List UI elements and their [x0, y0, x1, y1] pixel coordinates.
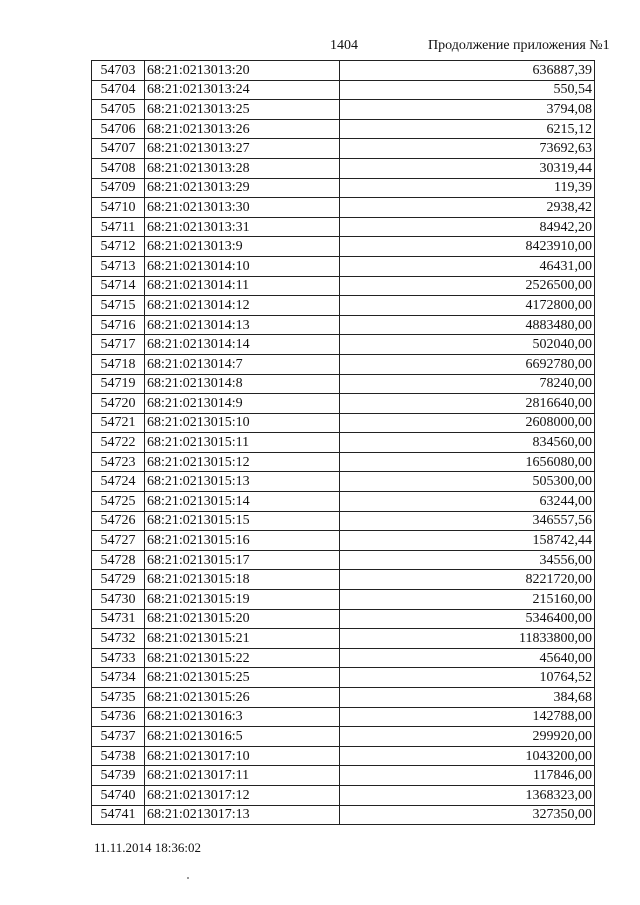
page-number: 1404	[330, 38, 358, 53]
cadastral-number: 68:21:0213015:12	[145, 452, 340, 472]
cadastral-value: 1368323,00	[340, 785, 595, 805]
cadastral-value: 8221720,00	[340, 570, 595, 590]
cadastral-number: 68:21:0213013:31	[145, 217, 340, 237]
cadastral-number: 68:21:0213015:17	[145, 550, 340, 570]
row-number: 54722	[92, 433, 145, 453]
row-number: 54726	[92, 511, 145, 531]
cadastral-number: 68:21:0213013:24	[145, 80, 340, 100]
table-row	[92, 237, 595, 257]
cadastral-table-body	[92, 61, 595, 825]
table-row	[92, 217, 595, 237]
cadastral-number: 68:21:0213013:29	[145, 178, 340, 198]
cadastral-number: 68:21:0213017:12	[145, 785, 340, 805]
scan-speck	[187, 877, 189, 879]
row-number: 54719	[92, 374, 145, 394]
table-row	[92, 335, 595, 355]
table-row	[92, 198, 595, 218]
cadastral-value: 73692,63	[340, 139, 595, 159]
cadastral-value: 2816640,00	[340, 394, 595, 414]
cadastral-number: 68:21:0213015:14	[145, 492, 340, 512]
cadastral-number: 68:21:0213016:3	[145, 707, 340, 727]
table-row	[92, 550, 595, 570]
row-number: 54737	[92, 727, 145, 747]
table-row	[92, 354, 595, 374]
cadastral-value: 11833800,00	[340, 629, 595, 649]
row-number: 54705	[92, 100, 145, 120]
table-row	[92, 315, 595, 335]
cadastral-value: 4172800,00	[340, 296, 595, 316]
table-row	[92, 805, 595, 825]
cadastral-value: 2526500,00	[340, 276, 595, 296]
row-number: 54723	[92, 452, 145, 472]
row-number: 54703	[92, 61, 145, 81]
row-number: 54720	[92, 394, 145, 414]
cadastral-number: 68:21:0213017:13	[145, 805, 340, 825]
row-number: 54736	[92, 707, 145, 727]
cadastral-value: 78240,00	[340, 374, 595, 394]
cadastral-value: 5346400,00	[340, 609, 595, 629]
cadastral-value: 6692780,00	[340, 354, 595, 374]
table-row	[92, 727, 595, 747]
row-number: 54711	[92, 217, 145, 237]
cadastral-number: 68:21:0213014:8	[145, 374, 340, 394]
cadastral-number: 68:21:0213014:11	[145, 276, 340, 296]
table-row	[92, 276, 595, 296]
print-timestamp: 11.11.2014 18:36:02	[94, 840, 202, 855]
cadastral-value: 84942,20	[340, 217, 595, 237]
table-row	[92, 296, 595, 316]
cadastral-number: 68:21:0213013:9	[145, 237, 340, 257]
cadastral-value: 505300,00	[340, 472, 595, 492]
cadastral-number: 68:21:0213014:9	[145, 394, 340, 414]
cadastral-value: 2608000,00	[340, 413, 595, 433]
cadastral-value: 34556,00	[340, 550, 595, 570]
row-number: 54724	[92, 472, 145, 492]
cadastral-value: 299920,00	[340, 727, 595, 747]
row-number: 54731	[92, 609, 145, 629]
row-number: 54739	[92, 766, 145, 786]
row-number: 54712	[92, 237, 145, 257]
cadastral-number: 68:21:0213015:11	[145, 433, 340, 453]
cadastral-value: 142788,00	[340, 707, 595, 727]
row-number: 54714	[92, 276, 145, 296]
table-row	[92, 590, 595, 610]
cadastral-value: 3794,08	[340, 100, 595, 120]
cadastral-value: 327350,00	[340, 805, 595, 825]
cadastral-number: 68:21:0213015:22	[145, 648, 340, 668]
cadastral-value: 550,54	[340, 80, 595, 100]
cadastral-number: 68:21:0213015:16	[145, 531, 340, 551]
row-number: 54728	[92, 550, 145, 570]
cadastral-number: 68:21:0213014:7	[145, 354, 340, 374]
cadastral-number: 68:21:0213014:14	[145, 335, 340, 355]
row-number: 54735	[92, 688, 145, 708]
row-number: 54729	[92, 570, 145, 590]
table-row	[92, 648, 595, 668]
row-number: 54710	[92, 198, 145, 218]
cadastral-number: 68:21:0213015:19	[145, 590, 340, 610]
cadastral-value: 119,39	[340, 178, 595, 198]
table-row	[92, 707, 595, 727]
table-row	[92, 511, 595, 531]
cadastral-number: 68:21:0213015:26	[145, 688, 340, 708]
cadastral-number: 68:21:0213017:10	[145, 746, 340, 766]
cadastral-number: 68:21:0213015:18	[145, 570, 340, 590]
cadastral-value: 215160,00	[340, 590, 595, 610]
cadastral-value: 1656080,00	[340, 452, 595, 472]
cadastral-number: 68:21:0213015:21	[145, 629, 340, 649]
row-number: 54704	[92, 80, 145, 100]
cadastral-number: 68:21:0213016:5	[145, 727, 340, 747]
cadastral-value: 30319,44	[340, 158, 595, 178]
table-row	[92, 472, 595, 492]
table-row	[92, 492, 595, 512]
cadastral-number: 68:21:0213014:10	[145, 256, 340, 276]
table-row	[92, 80, 595, 100]
table-row	[92, 570, 595, 590]
cadastral-number: 68:21:0213017:11	[145, 766, 340, 786]
table-row	[92, 433, 595, 453]
row-number: 54738	[92, 746, 145, 766]
cadastral-value: 346557,56	[340, 511, 595, 531]
row-number: 54727	[92, 531, 145, 551]
table-row	[92, 746, 595, 766]
appendix-continuation-note: Продолжение приложения №1	[428, 38, 610, 53]
row-number: 54713	[92, 256, 145, 276]
cadastral-value: 2938,42	[340, 198, 595, 218]
table-row	[92, 452, 595, 472]
table-row	[92, 785, 595, 805]
cadastral-number: 68:21:0213013:30	[145, 198, 340, 218]
row-number: 54707	[92, 139, 145, 159]
row-number: 54717	[92, 335, 145, 355]
row-number: 54708	[92, 158, 145, 178]
cadastral-number: 68:21:0213014:12	[145, 296, 340, 316]
table-row	[92, 119, 595, 139]
cadastral-value: 117846,00	[340, 766, 595, 786]
cadastral-number: 68:21:0213015:13	[145, 472, 340, 492]
cadastral-number: 68:21:0213013:28	[145, 158, 340, 178]
table-row	[92, 100, 595, 120]
cadastral-number: 68:21:0213015:15	[145, 511, 340, 531]
cadastral-number: 68:21:0213015:25	[145, 668, 340, 688]
table-row	[92, 178, 595, 198]
cadastral-value: 63244,00	[340, 492, 595, 512]
row-number: 54715	[92, 296, 145, 316]
table-row	[92, 374, 595, 394]
row-number: 54733	[92, 648, 145, 668]
cadastral-value: 636887,39	[340, 61, 595, 81]
table-row	[92, 688, 595, 708]
cadastral-value: 384,68	[340, 688, 595, 708]
row-number: 54732	[92, 629, 145, 649]
table-row	[92, 139, 595, 159]
cadastral-value: 6215,12	[340, 119, 595, 139]
table-row	[92, 766, 595, 786]
cadastral-number: 68:21:0213013:25	[145, 100, 340, 120]
cadastral-number: 68:21:0213013:26	[145, 119, 340, 139]
cadastral-value: 46431,00	[340, 256, 595, 276]
row-number: 54741	[92, 805, 145, 825]
cadastral-number: 68:21:0213014:13	[145, 315, 340, 335]
table-row	[92, 668, 595, 688]
cadastral-value: 8423910,00	[340, 237, 595, 257]
table-row	[92, 158, 595, 178]
table-row	[92, 413, 595, 433]
cadastral-number: 68:21:0213015:10	[145, 413, 340, 433]
cadastral-number: 68:21:0213013:20	[145, 61, 340, 81]
table-row	[92, 609, 595, 629]
table-row	[92, 256, 595, 276]
cadastral-number: 68:21:0213013:27	[145, 139, 340, 159]
cadastral-table	[91, 60, 595, 825]
row-number: 54706	[92, 119, 145, 139]
row-number: 54721	[92, 413, 145, 433]
table-row	[92, 531, 595, 551]
row-number: 54730	[92, 590, 145, 610]
cadastral-value: 45640,00	[340, 648, 595, 668]
cadastral-value: 158742,44	[340, 531, 595, 551]
row-number: 54718	[92, 354, 145, 374]
table-row	[92, 61, 595, 81]
cadastral-value: 10764,52	[340, 668, 595, 688]
row-number: 54709	[92, 178, 145, 198]
cadastral-value: 1043200,00	[340, 746, 595, 766]
row-number: 54734	[92, 668, 145, 688]
cadastral-value: 502040,00	[340, 335, 595, 355]
row-number: 54716	[92, 315, 145, 335]
table-row	[92, 629, 595, 649]
row-number: 54725	[92, 492, 145, 512]
row-number: 54740	[92, 785, 145, 805]
cadastral-value: 4883480,00	[340, 315, 595, 335]
cadastral-number: 68:21:0213015:20	[145, 609, 340, 629]
table-row	[92, 394, 595, 414]
cadastral-value: 834560,00	[340, 433, 595, 453]
